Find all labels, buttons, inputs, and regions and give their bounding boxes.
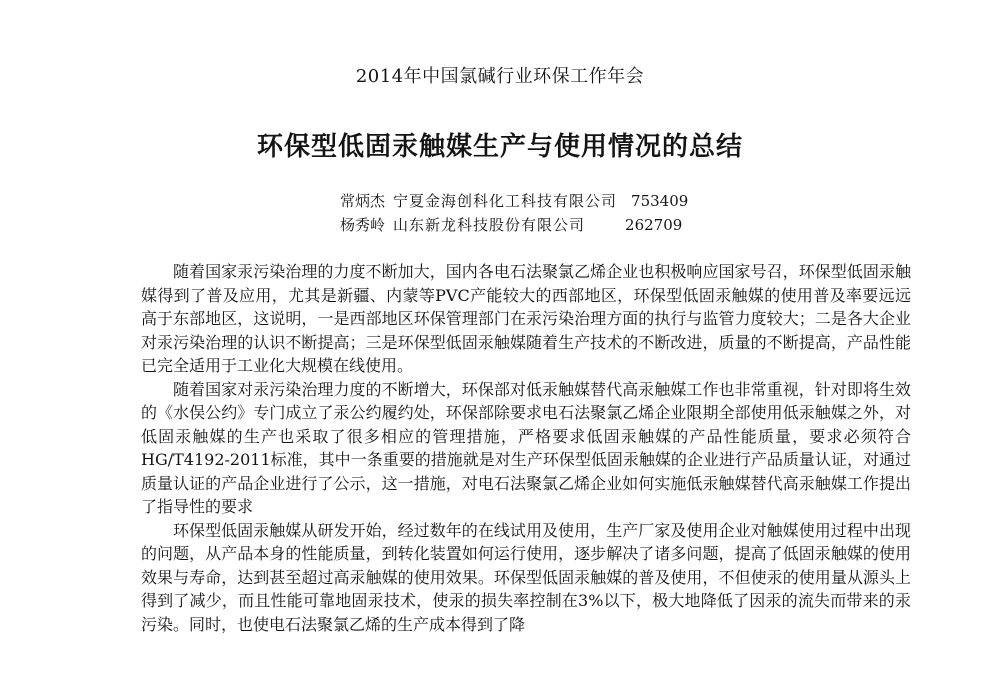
body-text <box>141 260 911 636</box>
author-name: 常炳杰 <box>340 192 386 210</box>
author-line <box>340 214 682 235</box>
paragraph: 环保型低固汞触媒从研发开始，经过数年的在线试用及使用，生产厂家及使用企业对触媒使用过程中出现的问题，从产品本身的性能质量，到转化装置如何运行使用，逐步解决了诸多问题，提高了低固汞触媒的使用效果与寿命，达到甚至超过高汞触媒的使用效果。环保型低固汞触媒的普及使用，不但使汞的使用量从源头上得到了减少，而且性能可靠地固汞技术，使汞的损失率控制在3%以下，极大地降低了因汞的流失而带来的汞污染。同时，也使电石法聚氯乙烯的生产成本得到了降 <box>141 520 911 634</box>
paper-title: 环保型低固汞触媒生产与使用情况的总结 <box>256 132 743 162</box>
conference-header: 2014年中国氯碱行业环保工作年会 <box>355 66 645 87</box>
paragraph: 随着国家汞污染治理的力度不断加大，国内各电石法聚氯乙烯企业也积极响应国家号召，环保型低固汞触媒得到了普及应用，尤其是新疆、内蒙等PVC产能较大的西部地区，环保型低固汞触媒的使用普及率要远远高于东部地区，这说明，一是西部地区环保管理部门在汞污染治理方面的执行与监管力度较大；二是各大企业对汞污染治理的认识不断提高；三是环保型低固汞触媒随着生产技术的不断改进，质量的不断提高，产品性能已完全适用于工业化大规模在线使用。 <box>141 262 911 375</box>
author-postcode: 262709 <box>625 216 683 234</box>
author-organization: 山东新龙科技股份有限公司 <box>393 216 586 234</box>
author-line <box>340 190 688 211</box>
author-name: 杨秀岭 <box>340 216 386 234</box>
author-organization: 宁夏金海创科化工科技有限公司 <box>393 192 618 210</box>
paragraph: 随着国家对汞污染治理力度的不断增大，环保部对低汞触媒替代高汞触媒工作也非常重视，针对即将生效的《水俣公约》专门成立了汞公约履约处，环保部除要求电石法聚氯乙烯企业限期全部使用低汞触媒之外，对低固汞触媒的生产也采取了很多相应的管理措施，严格要求低固汞触媒的产品性能质量，要求必须符合HG/T4192-2011标准，其中一条重要的措施就是对生产环保型低固汞触媒的企业进行产品质量认证，对通过质量认证的产品企业进行了公示，这一措施，对电石法聚氯乙烯企业如何实施低汞触媒替代高汞触媒工作提出了指导性的要求 <box>141 379 911 516</box>
author-postcode: 753409 <box>631 192 689 210</box>
